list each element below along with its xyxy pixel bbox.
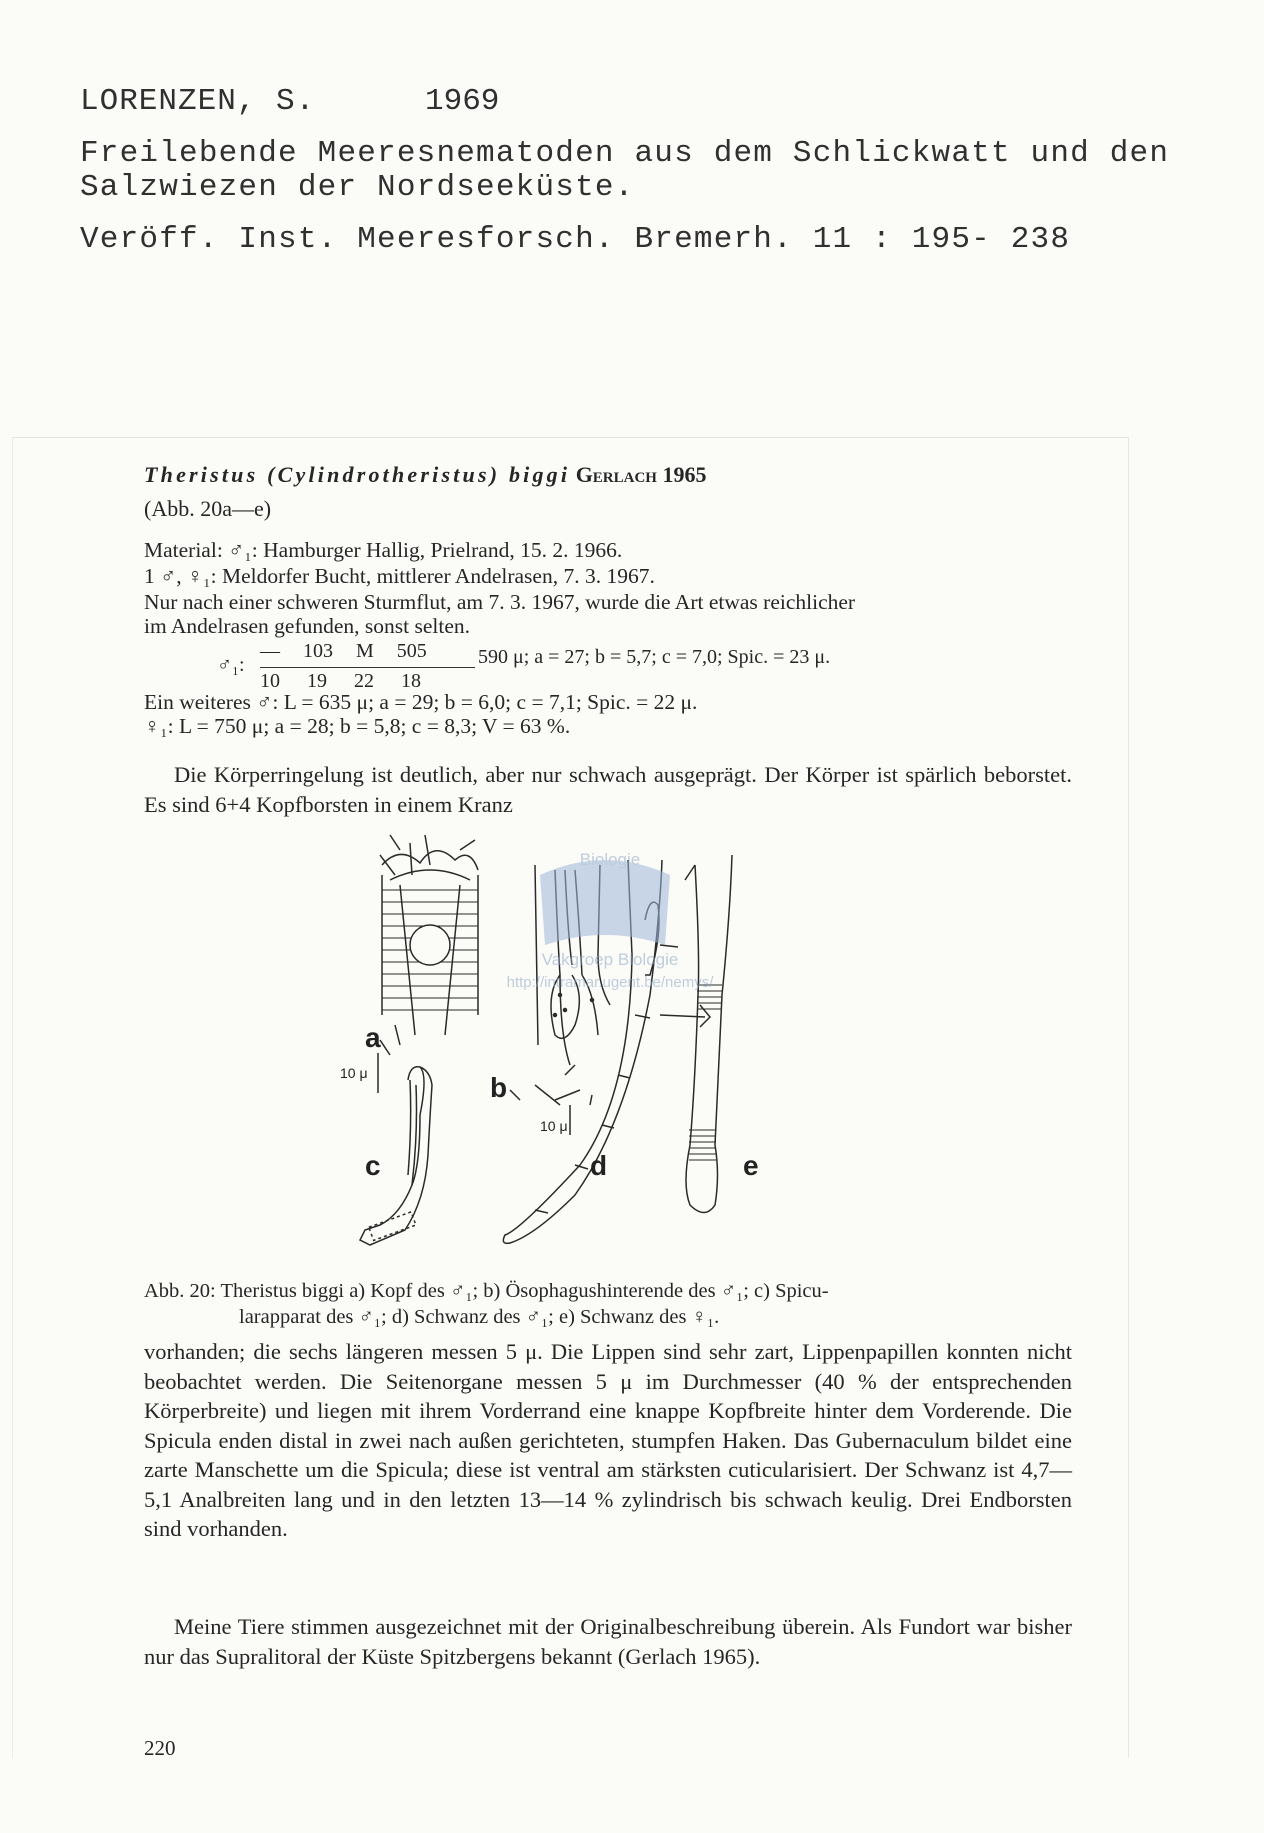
- scale-bar-d: 10 μ: [540, 1118, 568, 1134]
- measurement-line-1: Ein weiteres ♂: L = 635 μ; a = 29; b = 6,0; c = 7,1; Spic. = 22 μ.: [144, 690, 698, 714]
- drawing-c-spicule: [360, 1025, 432, 1245]
- formula-denominator: 10 19 22 18: [260, 670, 421, 692]
- citation-title-line-1: Freilebende Meeresnematoden aus dem Schlickwatt und den: [80, 136, 1170, 171]
- page-number: 220: [144, 1736, 176, 1760]
- figure-reference: (Abb. 20a—e): [144, 496, 272, 521]
- watermark-mid: Vakgroep Biologie: [541, 950, 679, 969]
- figure-20: [340, 835, 880, 1275]
- drawing-e-female-tail: [660, 855, 732, 1213]
- body-paragraph-3: Meine Tiere stimmen ausgezeichnet mit der Originalbeschreibung überein. Als Fundort war bisher nur das Supralitoral der Küste Spitzbergens bekannt (Gerlach 1965).: [144, 1614, 1072, 1669]
- species-year: 1965: [662, 462, 707, 487]
- citation-author: LORENZEN, S.: [80, 84, 316, 119]
- species-heading: [144, 462, 706, 488]
- figure-caption: [144, 1278, 1072, 1330]
- figure-label-c: c: [365, 1150, 381, 1181]
- material-line-4: im Andelrasen gefunden, sonst selten.: [144, 614, 471, 638]
- figure-label-e: e: [743, 1150, 759, 1181]
- figure-label-a: a: [365, 1022, 381, 1053]
- drawing-a-head: [380, 835, 478, 1035]
- scale-bar-c: 10 μ: [340, 1065, 368, 1081]
- caption-line-1: Abb. 20: Theristus biggi a) Kopf des ♂₁; b) Ösophagushinterende des ♂₁; c) Spicu-: [144, 1280, 829, 1302]
- caption-line-2: larapparat des ♂₁; d) Schwanz des ♂₁; e) Schwanz des ♀₁.: [239, 1306, 720, 1328]
- formula-numerator: — 103 M 505: [260, 640, 427, 662]
- citation-title-line-2: Salzwiezen der Nordseeküste.: [80, 170, 635, 205]
- formula-symbol: ♂₁:: [217, 654, 245, 676]
- citation-year: 1969: [425, 84, 500, 119]
- material-line-2: 1 ♂, ♀₁: Meldorfer Bucht, mittlerer Andelrasen, 7. 3. 1967.: [144, 564, 655, 588]
- figure-label-b: b: [490, 1072, 508, 1103]
- watermark-url: http://intramar.ugent.be/nemys/: [506, 974, 714, 991]
- de-man-formula: [215, 640, 1055, 696]
- formula-ratios: 590 μ; a = 27; b = 5,7; c = 7,0; Spic. = 23 μ.: [478, 646, 831, 668]
- body-paragraph-1: Die Körperringelung ist deutlich, aber nur schwach ausgeprägt. Der Körper ist spärlich beborstet. Es sind 6+4 Kopfborsten in einem Kranz: [144, 762, 1072, 817]
- material-line-3: Nur nach einer schweren Sturmflut, am 7. 3. 1967, wurde die Art etwas reichlicher: [144, 590, 856, 614]
- measurement-line-2: ♀₁: L = 750 μ; a = 28; b = 5,8; c = 8,3; V = 63 %.: [144, 714, 571, 738]
- figure-label-d: d: [590, 1150, 608, 1181]
- watermark: [507, 850, 715, 991]
- species-author: Gerlach: [575, 462, 657, 487]
- fraction-bar: [260, 667, 475, 668]
- watermark-top: Biologie: [579, 850, 641, 869]
- species-name: Theristus (Cylindrotheristus) biggi: [144, 462, 571, 487]
- material-line-1: Material: ♂₁: Hamburger Hallig, Prielrand, 15. 2. 1966.: [144, 538, 623, 562]
- citation-source: Veröff. Inst. Meeresforsch. Bremerh. 11 : 195- 238: [80, 222, 1071, 257]
- body-paragraph-2: vorhanden; die sechs längeren messen 5 μ. Die Lippen sind sehr zart, Lippenpapillen konnten nicht beobachtet werden. Die Seitenorgane messen 5 μ im Durchmesser (40 % der entsprechenden Körperbreite) und liegen mit ihrem Vorderrand eine knappe Kopfbreite hinter dem Vorderende. Die Spicula enden distal in zwei nach außen gerichteten, stumpfen Haken. Das Gubernaculum bildet eine zarte Manschette um die Spicula; diese ist ventral am stärksten cuticularisiert. Der Schwanz ist 4,7—5,1 Analbreiten lang und in den letzten 13—14 % zylindrisch bis schwach keulig. Drei Endborsten sind vorhanden.: [144, 1339, 1072, 1541]
